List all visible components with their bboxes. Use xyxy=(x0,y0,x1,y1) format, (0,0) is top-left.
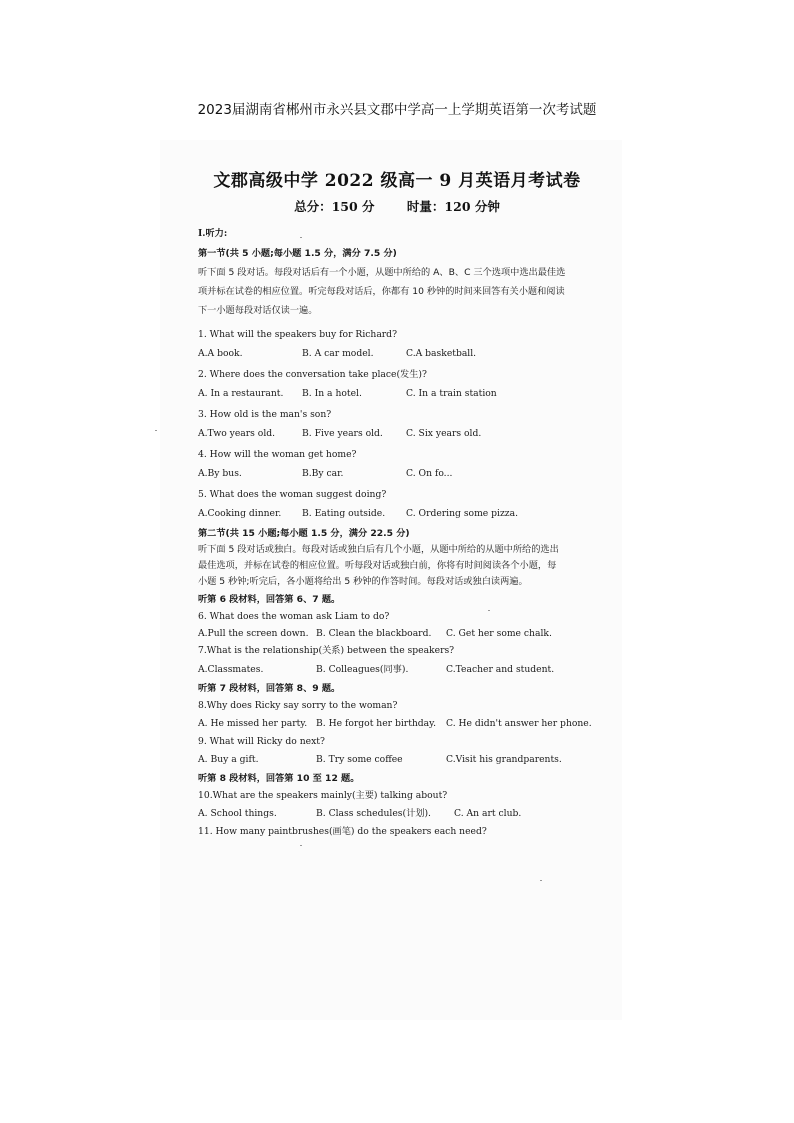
option-c: C. On fo... xyxy=(406,468,453,479)
part2-instruction: 最佳选项，并标在试卷的相应位置。听每段对话或独白前，你将有时间阅读各个小题，每 xyxy=(198,560,557,571)
option-c: C.A basketball. xyxy=(406,348,477,359)
part2-instruction: 听下面 5 段对话或独白。每段对话或独白后有几个小题，从题中所给的从题中所给的选出 xyxy=(198,544,559,555)
question-stem: 2. Where does the conversation take place(发生)? xyxy=(198,369,427,380)
option-a: A.Cooking dinner. xyxy=(198,508,282,519)
material-heading: 听第 6 段材料，回答第 6、7 题。 xyxy=(198,594,341,605)
option-b: B. Five years old. xyxy=(302,428,383,439)
option-b: B. Eating outside. xyxy=(302,508,386,519)
time-limit: 时量：120 分钟 xyxy=(406,199,500,214)
option-b: B. Try some coffee xyxy=(316,754,403,765)
question-stem: 10.What are the speakers mainly(主要) talking about? xyxy=(198,790,448,801)
part2-instruction: 小题 5 秒钟;听完后，各小题将给出 5 秒钟的作答时间。每段对话或独白读两遍。 xyxy=(198,576,528,587)
option-a: A.Pull the screen down. xyxy=(198,628,309,639)
option-b: B. Class schedules(计划). xyxy=(316,808,431,819)
document-header: 2023届湖南省郴州市永兴县文郡中学高一上学期英语第一次考试题 xyxy=(197,102,597,118)
option-a: A.A book. xyxy=(198,348,243,359)
material-heading: 听第 7 段材料，回答第 8、9 题。 xyxy=(198,683,341,694)
total-score: 总分：150 分 xyxy=(294,199,375,214)
scan-speck xyxy=(300,845,302,846)
question-stem: 9. What will Ricky do next? xyxy=(198,736,325,747)
option-c: C. Six years old. xyxy=(406,428,482,439)
option-a: A. Buy a gift. xyxy=(198,754,259,765)
scan-speck xyxy=(540,880,542,881)
scan-speck xyxy=(488,610,490,611)
option-a: A.Classmates. xyxy=(198,664,264,675)
scan-speck xyxy=(155,430,157,431)
material-heading: 听第 8 段材料，回答第 10 至 12 题。 xyxy=(198,773,360,784)
option-b: B. He forgot her birthday. xyxy=(316,718,437,729)
option-c: C. An art club. xyxy=(454,808,522,819)
part1-heading: 第一节(共 5 小题;每小题 1.5 分，满分 7.5 分) xyxy=(198,248,397,259)
option-b: B. Clean the blackboard. xyxy=(316,628,432,639)
question-stem: 3. How old is the man's son? xyxy=(198,409,332,420)
question-stem: 8.Why does Ricky say sorry to the woman? xyxy=(198,700,398,711)
option-c: C. Get her some chalk. xyxy=(446,628,552,639)
question-stem: 5. What does the woman suggest doing? xyxy=(198,489,387,500)
exam-meta xyxy=(0,197,794,215)
option-c: C.Teacher and student. xyxy=(446,664,555,675)
option-c: C. He didn't answer her phone. xyxy=(446,718,592,729)
option-b: B.By car. xyxy=(302,468,344,479)
option-a: A.By bus. xyxy=(198,468,242,479)
exam-title: 文郡高级中学 2022 级高一 9 月英语月考试卷 xyxy=(213,171,581,191)
question-stem: 7.What is the relationship(关系) between the speakers? xyxy=(198,645,455,656)
option-b: B. A car model. xyxy=(302,348,374,359)
question-stem: 11. How many paintbrushes(画笔) do the speakers each need? xyxy=(198,826,487,837)
part1-instruction: 下一小题每段对话仅读一遍。 xyxy=(198,305,318,316)
option-a: A. In a restaurant. xyxy=(198,388,284,399)
option-a: A. School things. xyxy=(198,808,277,819)
option-c: C. Ordering some pizza. xyxy=(406,508,519,519)
question-stem: 1. What will the speakers buy for Richard? xyxy=(198,329,397,340)
question-stem: 4. How will the woman get home? xyxy=(198,449,357,460)
option-a: A.Two years old. xyxy=(198,428,276,439)
part1-instruction: 听下面 5 段对话。每段对话后有一个小题，从题中所给的 A、B、C 三个选项中选出最佳选 xyxy=(198,267,566,278)
part1-instruction: 项并标在试卷的相应位置。听完每段对话后，你都有 10 秒钟的时间来回答有关小题和阅读 xyxy=(198,286,565,297)
option-b: B. Colleagues(同事). xyxy=(316,664,409,675)
part2-heading: 第二节(共 15 小题;每小题 1.5 分，满分 22.5 分) xyxy=(198,528,410,539)
question-stem: 6. What does the woman ask Liam to do? xyxy=(198,611,390,622)
option-a: A. He missed her party. xyxy=(198,718,308,729)
scan-speck xyxy=(300,237,302,238)
option-c: C.Visit his grandparents. xyxy=(446,754,562,765)
option-b: B. In a hotel. xyxy=(302,388,362,399)
section-heading: Ⅰ.听力: xyxy=(198,228,228,239)
option-c: C. In a train station xyxy=(406,388,497,399)
